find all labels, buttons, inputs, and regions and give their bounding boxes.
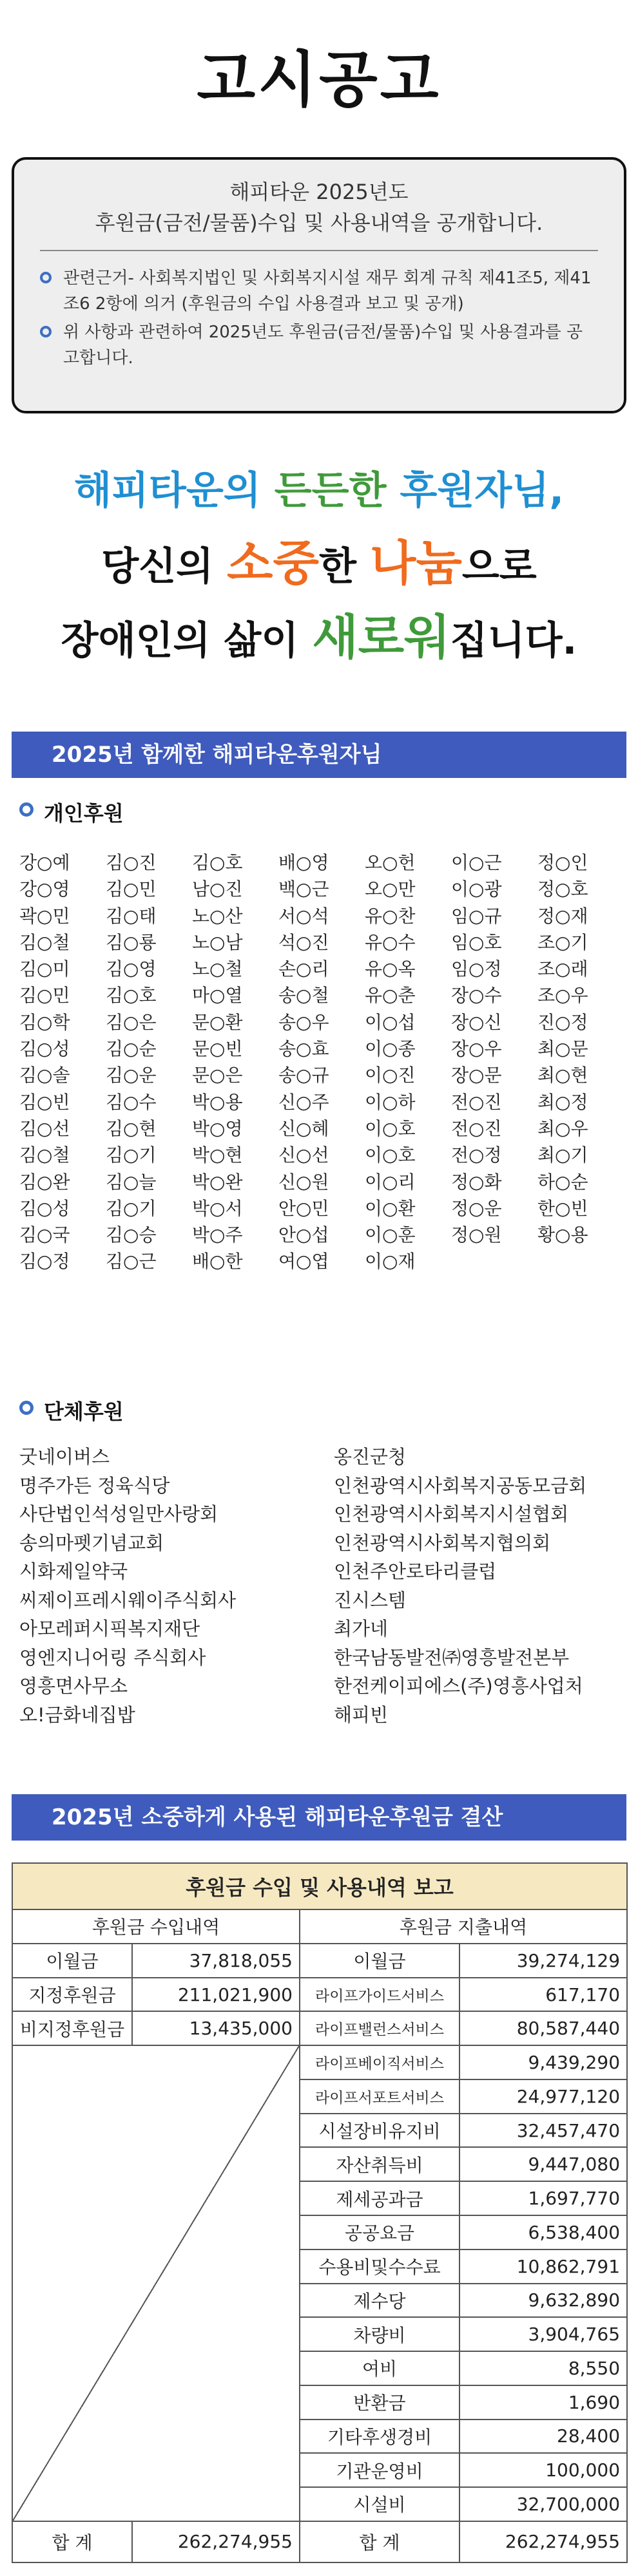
donor-name: 유○수: [365, 931, 416, 953]
table-row: [12, 2011, 627, 2045]
donor-name: 정○인: [537, 852, 588, 873]
income-value: 211,021,900: [132, 1978, 300, 2012]
donor-name: 이○진: [365, 1065, 416, 1086]
donor-name: 이○근: [451, 852, 502, 873]
expense-value: 3,904,765: [459, 2317, 627, 2351]
donor-name: 장○수: [451, 985, 502, 1007]
expense-value: 9,447,080: [459, 2147, 627, 2181]
donor-name: 김○은: [106, 1011, 157, 1033]
donor-name: 장○우: [451, 1038, 502, 1060]
empty-diagonal-cell: [12, 2045, 300, 2521]
donor-name: 김○민: [106, 878, 157, 900]
individual-donor-list: [19, 849, 632, 1274]
donor-name: 조○기: [537, 931, 588, 953]
notice-item: [40, 265, 598, 317]
divider: [40, 250, 598, 251]
donor-name: 김○수: [106, 1091, 157, 1113]
organization-name: 시화제일약국: [19, 1560, 128, 1582]
section-bar-donors: 2025년 함께한 해피타운후원자님: [12, 732, 626, 778]
donor-name: 신○주: [278, 1091, 329, 1113]
donor-name: 황○용: [537, 1224, 588, 1246]
slogan-text: ,: [549, 468, 565, 513]
donor-name: 조○래: [537, 958, 588, 980]
expense-label: 자산취득비: [300, 2147, 459, 2181]
donor-name: 박○용: [192, 1091, 243, 1113]
organization-name: 인천광역시사회복지시설협회: [334, 1503, 569, 1525]
expense-total-value: 262,274,955: [459, 2521, 627, 2562]
donor-name: 김○민: [19, 985, 70, 1007]
donor-name: 김○영: [106, 958, 157, 980]
donor-name: 신○선: [278, 1144, 329, 1166]
slogan-highlight: 새로워: [312, 610, 450, 665]
expense-value: 1,697,770: [459, 2181, 627, 2215]
donor-name: 김○미: [19, 958, 70, 980]
donor-name: 전○정: [451, 1144, 502, 1166]
donor-name: 김○선: [19, 1117, 70, 1139]
page-title: 고시공고: [197, 45, 441, 115]
expense-label: 제수당: [300, 2284, 459, 2318]
slogan-text: 해피타운의: [73, 468, 275, 513]
donor-name: 마○열: [192, 985, 243, 1007]
donor-name: 이○섭: [365, 1011, 416, 1033]
expense-label: 제세공과금: [300, 2181, 459, 2215]
organization-name: 송의마펫기념교회: [19, 1531, 164, 1554]
organization-name: 인천광역시사회복지공동모금회: [334, 1474, 587, 1497]
expense-label: 이월금: [300, 1944, 459, 1978]
table-row: [12, 1978, 627, 2012]
expense-label: 시설비: [300, 2487, 459, 2521]
donor-name: 정○운: [451, 1197, 502, 1219]
expense-label: 라이프가이드서비스: [300, 1978, 459, 2012]
expense-value: 32,700,000: [459, 2487, 627, 2521]
donor-name: 오○헌: [365, 852, 416, 873]
donor-name: 문○환: [192, 1011, 243, 1033]
donor-name: 곽○민: [19, 905, 70, 927]
donor-name: 정○재: [537, 905, 588, 927]
donor-name: 유○옥: [365, 958, 416, 980]
organization-name: 옹진군청: [334, 1446, 407, 1468]
donor-name: 한○빈: [537, 1197, 588, 1219]
donor-name: 최○현: [537, 1065, 588, 1086]
organization-name: 인천광역시사회복지협의회: [334, 1531, 551, 1554]
expense-label: 여비: [300, 2351, 459, 2385]
donor-name: 박○현: [192, 1144, 243, 1166]
donor-name: 김○국: [19, 1224, 70, 1246]
organization-name: 씨제이프레시웨이주식회사: [19, 1589, 237, 1611]
donor-name: 송○우: [278, 1011, 329, 1033]
donor-name: 노○남: [192, 931, 243, 953]
donor-name: 안○섭: [278, 1224, 329, 1246]
slogan-line-1: [0, 465, 638, 516]
donor-name: 김○호: [192, 852, 243, 873]
donor-name: 송○철: [278, 985, 329, 1007]
donor-name: 장○문: [451, 1065, 502, 1086]
donor-name: 김○룡: [106, 931, 157, 953]
table-title: 후원금 수입 및 사용내역 보고: [12, 1863, 627, 1909]
organization-name: 명주가든 정육식당: [19, 1474, 170, 1497]
donor-name: 노○철: [192, 958, 243, 980]
donor-name: 김○성: [19, 1038, 70, 1060]
expense-value: 80,587,440: [459, 2011, 627, 2045]
donor-name: 진○정: [537, 1011, 588, 1033]
expense-value: 617,170: [459, 1978, 627, 2012]
income-total-label: 합 계: [12, 2521, 132, 2562]
donor-name: 배○영: [278, 852, 329, 873]
donor-name: 송○효: [278, 1038, 329, 1060]
expense-label: 라이프밸런스서비스: [300, 2011, 459, 2045]
donor-name: 김○성: [19, 1197, 70, 1219]
donor-name: 이○환: [365, 1197, 416, 1219]
expense-label: 수용비및수수료: [300, 2249, 459, 2284]
expense-value: 32,457,470: [459, 2114, 627, 2148]
donor-name: 김○철: [19, 1144, 70, 1166]
organization-name: 인천주안로타리클럽: [334, 1560, 497, 1582]
slogan-highlight: 후원자님: [400, 468, 550, 513]
donor-name: 김○빈: [19, 1091, 70, 1113]
donor-name: 김○승: [106, 1224, 157, 1246]
donor-name: 서○석: [278, 905, 329, 927]
slogan-highlight: 나눔: [369, 536, 462, 591]
expense-label: 라이프베이직서비스: [300, 2045, 459, 2079]
donor-name: 김○태: [106, 905, 157, 927]
donor-name: 최○우: [537, 1117, 588, 1139]
donor-name: 최○문: [537, 1038, 588, 1060]
expense-label: 공공요금: [300, 2215, 459, 2249]
donation-report-table: [12, 1862, 628, 2563]
donor-name: 김○근: [106, 1251, 157, 1273]
donor-name: 남○진: [192, 878, 243, 900]
donor-name: 조○우: [537, 985, 588, 1007]
expense-total-label: 합 계: [300, 2521, 459, 2562]
expense-label: 라이프서포트서비스: [300, 2079, 459, 2114]
bullet-ring-icon: [40, 272, 52, 283]
donor-name: 최○기: [537, 1144, 588, 1166]
donor-name: 김○기: [106, 1197, 157, 1219]
section-bar-settlement: 2025년 소중하게 사용된 해피타운후원금 결산: [12, 1794, 626, 1841]
bullet-ring-icon: [19, 802, 34, 817]
donor-name: 강○예: [19, 852, 70, 873]
notice-heading-line1: 해피타운 2025년도: [229, 180, 409, 204]
expense-label: 시설장비유지비: [300, 2114, 459, 2148]
donor-name: 김○정: [19, 1251, 70, 1273]
notice-item-text: 관련근거- 사회복지법인 및 사회복지시설 재무 회계 규칙 제41조5, 제41조6 2항에 의거 (후원금의 수입 사용결과 보고 및 공개): [63, 269, 592, 314]
donor-name: 김○완: [19, 1171, 70, 1193]
donor-name: 신○원: [278, 1171, 329, 1193]
donor-name: 김○호: [106, 985, 157, 1007]
donor-name: 배○한: [192, 1251, 243, 1273]
notice-heading-line2: 후원금(금전/물품)수입 및 사용내역을 공개합니다.: [95, 211, 543, 235]
donor-name: 이○호: [365, 1144, 416, 1166]
expense-value: 6,538,400: [459, 2215, 627, 2249]
donor-name: 여○엽: [278, 1251, 329, 1273]
donor-name: 김○현: [106, 1117, 157, 1139]
individual-donors-heading: [19, 797, 124, 827]
organization-name: 진시스템: [334, 1589, 407, 1611]
organization-name: 한전케이피에스(주)영흥사업처: [334, 1675, 583, 1697]
donor-name: 송○규: [278, 1065, 329, 1086]
group-donors-heading: [19, 1396, 124, 1425]
donor-name: 이○훈: [365, 1224, 416, 1246]
donor-name: 유○찬: [365, 905, 416, 927]
donor-name: 장○신: [451, 1011, 502, 1033]
expense-value: 9,439,290: [459, 2045, 627, 2079]
expense-value: 100,000: [459, 2453, 627, 2487]
donor-name: 김○솔: [19, 1065, 70, 1086]
donor-name: 문○은: [192, 1065, 243, 1086]
donor-name: 문○빈: [192, 1038, 243, 1060]
slogan-text: 으로: [461, 544, 537, 589]
notice-box: [12, 157, 626, 413]
heading-text: 개인후원: [44, 801, 124, 826]
donor-name: 박○완: [192, 1171, 243, 1193]
bullet-ring-icon: [40, 326, 52, 337]
donor-name: 하○순: [537, 1171, 588, 1193]
slogan-text: 삶이: [224, 618, 313, 663]
donor-name: 손○리: [278, 958, 329, 980]
slogan-line-3: [0, 612, 638, 667]
slogan-text: 한: [319, 544, 370, 589]
expense-label: 기타후생경비: [300, 2420, 459, 2454]
income-header: 후원금 수입내역: [12, 1909, 300, 1944]
table-row: [12, 2045, 627, 2079]
slogan-text: 당신의: [101, 544, 227, 589]
table-row: [12, 1944, 627, 1978]
notice-item: [40, 319, 598, 371]
slogan-line-2: [0, 538, 638, 592]
bullet-ring-icon: [19, 1401, 34, 1415]
donor-name: 이○재: [365, 1251, 416, 1273]
donor-name: 정○호: [537, 878, 588, 900]
slogan-text: 집니다.: [450, 618, 577, 663]
income-label: 지정후원금: [12, 1978, 132, 2012]
donor-name: 김○학: [19, 1011, 70, 1033]
organization-name: 사단법인석성일만사랑회: [19, 1503, 218, 1525]
donor-name: 이○하: [365, 1091, 416, 1113]
total-row: [12, 2521, 627, 2562]
expense-value: 10,862,791: [459, 2249, 627, 2284]
heading-text: 단체후원: [44, 1399, 124, 1424]
expense-value: 39,274,129: [459, 1944, 627, 1978]
organization-name: 아모레퍼시픽복지재단: [19, 1618, 200, 1640]
donor-name: 오○만: [365, 878, 416, 900]
expense-value: 9,632,890: [459, 2284, 627, 2318]
donor-name: 김○철: [19, 931, 70, 953]
donor-name: 안○민: [278, 1197, 329, 1219]
slogan-highlight: 든든한: [274, 468, 387, 513]
donor-name: 박○영: [192, 1117, 243, 1139]
income-label: 이월금: [12, 1944, 132, 1978]
donor-name: 유○춘: [365, 985, 416, 1007]
donor-name: 전○진: [451, 1117, 502, 1139]
donor-name: 노○산: [192, 905, 243, 927]
donor-name: 김○기: [106, 1144, 157, 1166]
expense-label: 기관운영비: [300, 2453, 459, 2487]
donor-name: 김○진: [106, 852, 157, 873]
organization-name: 오!금화네집밥: [19, 1703, 135, 1726]
donor-name: 최○정: [537, 1091, 588, 1113]
organization-name: 해피빈: [334, 1703, 389, 1726]
organization-name: 최가네: [334, 1618, 389, 1640]
donor-name: 임○호: [451, 931, 502, 953]
expense-value: 1,690: [459, 2385, 627, 2420]
donor-name: 백○근: [278, 878, 329, 900]
donor-name: 전○진: [451, 1091, 502, 1113]
expense-value: 28,400: [459, 2420, 627, 2454]
expense-label: 반환금: [300, 2385, 459, 2420]
organization-name: 영엔지니어링 주식회사: [19, 1646, 206, 1669]
organization-name: 굿네이버스: [19, 1446, 110, 1468]
donor-name: 박○서: [192, 1197, 243, 1219]
notice-item-text: 위 사항과 관련하여 2025년도 후원금(금전/물품)수입 및 사용결과를 공고합니다.: [63, 323, 583, 368]
donor-name: 김○늘: [106, 1171, 157, 1193]
donor-name: 이○광: [451, 878, 502, 900]
income-label: 비지정후원금: [12, 2011, 132, 2045]
slogan-text: 장애인의: [61, 618, 224, 663]
donor-name: 신○혜: [278, 1117, 329, 1139]
slogan-text: [387, 468, 400, 513]
income-value: 37,818,055: [132, 1944, 300, 1978]
donor-name: 이○호: [365, 1117, 416, 1139]
organization-name: 영흥면사무소: [19, 1675, 128, 1697]
donor-name: 김○순: [106, 1038, 157, 1060]
expense-value: 8,550: [459, 2351, 627, 2385]
donor-name: 김○운: [106, 1065, 157, 1086]
donor-name: 이○종: [365, 1038, 416, 1060]
organization-name: 한국남동발전㈜영흥발전본부: [334, 1646, 570, 1669]
donor-name: 이○리: [365, 1171, 416, 1193]
donor-name: 정○화: [451, 1171, 502, 1193]
expense-value: 24,977,120: [459, 2079, 627, 2114]
donor-name: 박○주: [192, 1224, 243, 1246]
income-total-value: 262,274,955: [132, 2521, 300, 2562]
income-value: 13,435,000: [132, 2011, 300, 2045]
donor-name: 임○정: [451, 958, 502, 980]
slogan-highlight: 소중: [227, 536, 319, 591]
group-donor-list: [19, 1443, 625, 1729]
donor-name: 석○진: [278, 931, 329, 953]
expense-header: 후원금 지출내역: [300, 1909, 627, 1944]
donor-name: 정○원: [451, 1224, 502, 1246]
expense-label: 차량비: [300, 2317, 459, 2351]
donor-name: 임○규: [451, 905, 502, 927]
donor-name: 강○영: [19, 878, 70, 900]
